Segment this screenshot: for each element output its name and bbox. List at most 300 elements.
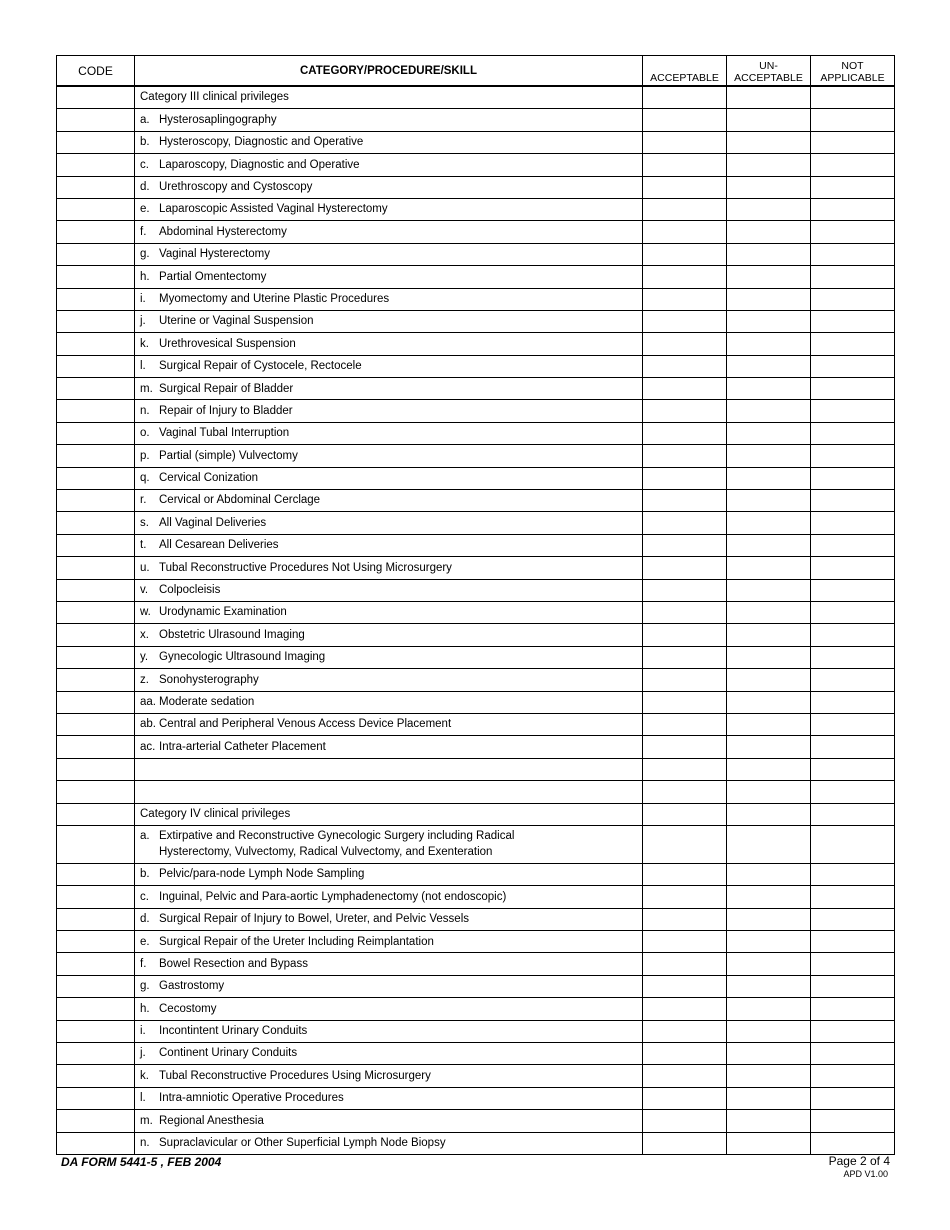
acceptable-cell[interactable] [643, 86, 727, 109]
acceptable-cell[interactable] [643, 624, 727, 646]
code-column-header: CODE [57, 56, 135, 87]
acceptable-cell[interactable] [643, 1110, 727, 1132]
code-cell[interactable] [57, 975, 135, 997]
code-cell[interactable] [57, 781, 135, 803]
table-row [57, 557, 895, 579]
code-cell[interactable] [57, 333, 135, 355]
unacceptable-cell[interactable] [727, 445, 811, 467]
unacceptable-cell[interactable] [727, 378, 811, 400]
unacceptable-cell[interactable] [727, 422, 811, 444]
procedure-name: Laparoscopy, Diagnostic and Operative [159, 158, 360, 171]
code-cell[interactable] [57, 691, 135, 713]
acceptable-cell[interactable] [643, 1065, 727, 1087]
procedure-label: z. [140, 673, 149, 686]
unacceptable-cell[interactable] [727, 221, 811, 243]
procedure-label: r. [140, 494, 147, 507]
procedure-label: a. [140, 829, 150, 842]
acceptable-cell[interactable] [643, 557, 727, 579]
code-cell[interactable] [57, 601, 135, 623]
acceptable-cell[interactable] [643, 579, 727, 601]
not-applicable-cell[interactable] [811, 908, 895, 930]
acceptable-cell[interactable] [643, 691, 727, 713]
code-cell[interactable] [57, 534, 135, 556]
acceptable-cell[interactable] [643, 198, 727, 220]
procedure-label: u. [140, 561, 150, 574]
unacceptable-cell[interactable] [727, 86, 811, 109]
unacceptable-cell[interactable] [727, 131, 811, 153]
unacceptable-cell[interactable] [727, 512, 811, 534]
acceptable-cell[interactable] [643, 154, 727, 176]
code-cell[interactable] [57, 490, 135, 512]
not-applicable-cell[interactable] [811, 1020, 895, 1042]
procedure-name: Gastrostomy [159, 980, 225, 993]
code-cell[interactable] [57, 758, 135, 780]
code-cell[interactable] [57, 1132, 135, 1154]
code-cell[interactable] [57, 908, 135, 930]
procedure-label: v. [140, 584, 149, 597]
procedure-label: j. [140, 1047, 146, 1060]
acceptable-cell[interactable] [643, 908, 727, 930]
code-cell[interactable] [57, 1020, 135, 1042]
unacceptable-cell[interactable] [727, 288, 811, 310]
procedure-label: o. [140, 427, 150, 440]
code-cell[interactable] [57, 931, 135, 953]
acceptable-cell[interactable] [643, 131, 727, 153]
not-applicable-cell[interactable] [811, 288, 895, 310]
unacceptable-cell[interactable] [727, 400, 811, 422]
unacceptable-cell[interactable] [727, 825, 811, 863]
procedure-cell [135, 908, 643, 930]
not-applicable-cell[interactable] [811, 931, 895, 953]
not-applicable-cell[interactable] [811, 1043, 895, 1065]
procedure-cell [135, 886, 643, 908]
procedure-label: ac. [140, 740, 156, 753]
procedure-label: d. [140, 181, 150, 193]
acceptable-cell[interactable] [643, 1132, 727, 1154]
unacceptable-cell[interactable] [727, 669, 811, 691]
procedure-cell [135, 1065, 643, 1087]
not-applicable-cell[interactable] [811, 998, 895, 1020]
acceptable-cell[interactable] [643, 998, 727, 1020]
procedure-label: g. [140, 980, 150, 993]
procedure-cell [135, 953, 643, 975]
acceptable-cell[interactable] [643, 333, 727, 355]
acceptable-cell[interactable] [643, 781, 727, 803]
procedure-cell [135, 691, 643, 713]
table-row [57, 975, 895, 997]
table-row [57, 400, 895, 422]
code-cell[interactable] [57, 825, 135, 863]
unacceptable-cell[interactable] [727, 803, 811, 825]
procedure-cell [135, 1132, 643, 1154]
not-applicable-cell[interactable] [811, 579, 895, 601]
unacceptable-cell[interactable] [727, 601, 811, 623]
unacceptable-cell[interactable] [727, 467, 811, 489]
procedure-name: Surgical Repair of Injury to Bowel, Ureter, and Pelvic Vessels [159, 913, 470, 926]
unacceptable-cell[interactable] [727, 691, 811, 713]
table-row [57, 579, 895, 601]
procedure-label: f. [140, 225, 147, 238]
code-cell[interactable] [57, 445, 135, 467]
procedure-cell [135, 154, 643, 176]
unacceptable-cell[interactable] [727, 176, 811, 198]
procedure-cell [135, 624, 643, 646]
unacceptable-cell[interactable] [727, 975, 811, 997]
procedure-label: s. [140, 516, 149, 529]
unacceptable-cell[interactable] [727, 1132, 811, 1154]
code-cell[interactable] [57, 1065, 135, 1087]
acceptable-cell[interactable] [643, 512, 727, 534]
not-applicable-cell[interactable] [811, 886, 895, 908]
unacceptable-cell[interactable] [727, 624, 811, 646]
acceptable-cell[interactable] [643, 601, 727, 623]
not-applicable-cell[interactable] [811, 713, 895, 735]
table-row [57, 86, 895, 109]
category-heading: Category IV clinical privileges [140, 807, 291, 820]
table-row [57, 781, 895, 803]
category-heading: Category III clinical privileges [140, 91, 289, 104]
procedure-name: Urethroscopy and Cystoscopy [159, 181, 313, 193]
table-row [57, 908, 895, 930]
unacceptable-cell[interactable] [727, 557, 811, 579]
code-cell[interactable] [57, 646, 135, 668]
acceptable-cell[interactable] [643, 490, 727, 512]
unacceptable-cell[interactable] [727, 1110, 811, 1132]
not-applicable-cell[interactable] [811, 557, 895, 579]
unacceptable-column-header [727, 56, 811, 87]
procedure-label: h. [140, 270, 150, 283]
acceptable-cell[interactable] [643, 221, 727, 243]
acceptable-cell[interactable] [643, 975, 727, 997]
category-heading-cell [135, 86, 643, 109]
procedure-name: Supraclavicular or Other Superficial Lymph Node Biopsy [159, 1137, 446, 1150]
table-row [57, 736, 895, 758]
not-applicable-cell[interactable] [811, 1065, 895, 1087]
code-cell[interactable] [57, 886, 135, 908]
procedure-cell [135, 534, 643, 556]
procedure-label: aa. [140, 695, 156, 708]
table-row [57, 467, 895, 489]
code-cell[interactable] [57, 1087, 135, 1109]
not-applicable-cell[interactable] [811, 490, 895, 512]
not-applicable-cell[interactable] [811, 400, 895, 422]
not-applicable-cell[interactable] [811, 1110, 895, 1132]
not-applicable-cell[interactable] [811, 1132, 895, 1154]
code-cell[interactable] [57, 669, 135, 691]
procedure-cell [135, 310, 643, 332]
procedure-label: i. [140, 292, 146, 305]
code-cell[interactable] [57, 131, 135, 153]
acceptable-cell[interactable] [643, 310, 727, 332]
table-row [57, 825, 895, 863]
procedure-name: Partial Omentectomy [159, 270, 267, 283]
not-applicable-cell[interactable] [811, 646, 895, 668]
code-cell[interactable] [57, 176, 135, 198]
not-applicable-cell[interactable] [811, 86, 895, 109]
not-applicable-cell[interactable] [811, 601, 895, 623]
unacceptable-cell[interactable] [727, 998, 811, 1020]
procedure-label: g. [140, 248, 150, 261]
not-applicable-cell[interactable] [811, 243, 895, 265]
procedure-cell [135, 736, 643, 758]
procedure-cell [135, 669, 643, 691]
procedure-name: Gynecologic Ultrasound Imaging [159, 651, 326, 664]
code-cell[interactable] [57, 467, 135, 489]
acceptable-cell[interactable] [643, 445, 727, 467]
unacceptable-cell[interactable] [727, 1087, 811, 1109]
procedure-name: Urodynamic Examination [159, 606, 287, 619]
table-row [57, 512, 895, 534]
procedure-label: i. [140, 1025, 146, 1038]
code-cell[interactable] [57, 243, 135, 265]
acceptable-cell[interactable] [643, 109, 727, 131]
not-applicable-cell[interactable] [811, 736, 895, 758]
not-applicable-cell[interactable] [811, 624, 895, 646]
table-row [57, 691, 895, 713]
unacceptable-cell[interactable] [727, 908, 811, 930]
table-row [57, 601, 895, 623]
procedure-cell [135, 221, 643, 243]
code-cell[interactable] [57, 86, 135, 109]
procedure-name: Inguinal, Pelvic and Para-aortic Lymphadenectomy (not endoscopic) [159, 890, 507, 903]
not-applicable-cell[interactable] [811, 422, 895, 444]
table-row [57, 1110, 895, 1132]
procedure-name: Surgical Repair of the Ureter Including Reimplantation [159, 935, 434, 948]
acceptable-cell[interactable] [643, 931, 727, 953]
unacceptable-cell[interactable] [727, 781, 811, 803]
unacceptable-cell[interactable] [727, 534, 811, 556]
acceptable-cell[interactable] [643, 288, 727, 310]
acceptable-cell[interactable] [643, 266, 727, 288]
code-cell[interactable] [57, 953, 135, 975]
not-applicable-cell[interactable] [811, 691, 895, 713]
not-applicable-cell[interactable] [811, 310, 895, 332]
acceptable-cell[interactable] [643, 669, 727, 691]
procedure-cell [135, 1110, 643, 1132]
acceptable-cell[interactable] [643, 1020, 727, 1042]
not-applicable-cell[interactable] [811, 467, 895, 489]
unacceptable-cell[interactable] [727, 736, 811, 758]
unacceptable-cell[interactable] [727, 355, 811, 377]
acceptable-cell[interactable] [643, 243, 727, 265]
procedure-label: k. [140, 337, 149, 350]
unacceptable-cell[interactable] [727, 953, 811, 975]
unacceptable-cell[interactable] [727, 886, 811, 908]
not-applicable-cell[interactable] [811, 669, 895, 691]
acceptable-cell[interactable] [643, 736, 727, 758]
acceptable-cell[interactable] [643, 400, 727, 422]
unacceptable-cell[interactable] [727, 1043, 811, 1065]
not-applicable-cell[interactable] [811, 758, 895, 780]
not-applicable-cell[interactable] [811, 355, 895, 377]
unacceptable-cell[interactable] [727, 758, 811, 780]
not-applicable-cell[interactable] [811, 781, 895, 803]
procedure-cell [135, 176, 643, 198]
procedure-label: q. [140, 472, 150, 485]
procedure-label: e. [140, 203, 150, 216]
code-cell[interactable] [57, 557, 135, 579]
acceptable-cell[interactable] [643, 467, 727, 489]
code-cell[interactable] [57, 288, 135, 310]
not-applicable-cell[interactable] [811, 154, 895, 176]
not-applicable-cell[interactable] [811, 198, 895, 220]
table-row [57, 490, 895, 512]
procedure-label: m. [140, 382, 153, 395]
unacceptable-cell[interactable] [727, 579, 811, 601]
code-cell[interactable] [57, 998, 135, 1020]
code-cell[interactable] [57, 378, 135, 400]
code-cell[interactable] [57, 400, 135, 422]
acceptable-cell[interactable] [643, 422, 727, 444]
table-row [57, 131, 895, 153]
not-applicable-cell[interactable] [811, 445, 895, 467]
procedure-name: Cervical Conization [159, 472, 259, 485]
not-applicable-cell[interactable] [811, 266, 895, 288]
code-cell[interactable] [57, 109, 135, 131]
unacceptable-cell[interactable] [727, 154, 811, 176]
procedure-label: x. [140, 628, 149, 641]
procedure-name: Incontintent Urinary Conduits [159, 1025, 308, 1038]
code-cell[interactable] [57, 803, 135, 825]
procedure-name: Uterine or Vaginal Suspension [159, 315, 314, 328]
procedure-name: Partial (simple) Vulvectomy [159, 449, 298, 462]
code-cell[interactable] [57, 1110, 135, 1132]
acceptable-cell[interactable] [643, 713, 727, 735]
procedure-label: f. [140, 957, 147, 970]
unacceptable-cell[interactable] [727, 931, 811, 953]
not-applicable-cell[interactable] [811, 534, 895, 556]
code-cell[interactable] [57, 512, 135, 534]
procedure-cell [135, 109, 643, 131]
code-cell[interactable] [57, 422, 135, 444]
not-applicable-cell[interactable] [811, 953, 895, 975]
procedure-label: n. [140, 1137, 150, 1150]
procedure-label: e. [140, 935, 150, 948]
table-row [57, 646, 895, 668]
code-cell[interactable] [57, 198, 135, 220]
table-row [57, 1087, 895, 1109]
unacceptable-cell[interactable] [727, 333, 811, 355]
unacceptable-cell[interactable] [727, 490, 811, 512]
not-applicable-cell[interactable] [811, 825, 895, 863]
procedure-name: Cervical or Abdominal Cerclage [159, 494, 321, 507]
procedure-name: Tubal Reconstructive Procedures Using Microsurgery [159, 1069, 431, 1082]
table-row [57, 931, 895, 953]
unacceptable-cell[interactable] [727, 310, 811, 332]
not-applicable-cell[interactable] [811, 176, 895, 198]
not-applicable-cell[interactable] [811, 512, 895, 534]
unacceptable-cell[interactable] [727, 863, 811, 885]
procedure-name: Tubal Reconstructive Procedures Not Using Microsurgery [159, 561, 452, 574]
not-applicable-cell[interactable] [811, 131, 895, 153]
form-id: DA FORM 5441-5 , FEB 2004 [61, 1155, 222, 1169]
unacceptable-cell[interactable] [727, 243, 811, 265]
table-row [57, 221, 895, 243]
not-applicable-cell[interactable] [811, 333, 895, 355]
acceptable-cell[interactable] [643, 176, 727, 198]
procedure-label: j. [140, 315, 146, 328]
code-cell[interactable] [57, 713, 135, 735]
acceptable-cell[interactable] [643, 825, 727, 863]
procedure-label: p. [140, 449, 150, 462]
procedure-cell [135, 333, 643, 355]
procedure-label: l. [140, 1092, 146, 1105]
acceptable-cell[interactable] [643, 534, 727, 556]
acceptable-cell[interactable] [643, 758, 727, 780]
procedure-cell [135, 557, 643, 579]
not-applicable-label-2: APPLICABLE [820, 72, 885, 84]
code-cell[interactable] [57, 221, 135, 243]
procedure-name: Regional Anesthesia [159, 1114, 264, 1127]
procedure-cell [135, 131, 643, 153]
not-applicable-cell[interactable] [811, 975, 895, 997]
table-row [57, 445, 895, 467]
not-applicable-column-header [811, 56, 895, 87]
table-header-row [57, 56, 895, 87]
table-row [57, 803, 895, 825]
unacceptable-cell[interactable] [727, 109, 811, 131]
procedure-cell [135, 825, 643, 863]
procedure-label: l. [140, 360, 146, 373]
code-cell[interactable] [57, 736, 135, 758]
acceptable-cell[interactable] [643, 803, 727, 825]
acceptable-cell[interactable] [643, 355, 727, 377]
acceptable-cell[interactable] [643, 646, 727, 668]
acceptable-cell[interactable] [643, 886, 727, 908]
code-cell[interactable] [57, 863, 135, 885]
not-applicable-cell[interactable] [811, 221, 895, 243]
acceptable-cell[interactable] [643, 863, 727, 885]
procedure-name: Surgical Repair of Bladder [159, 382, 294, 395]
procedure-name: Myomectomy and Uterine Plastic Procedures [159, 292, 390, 305]
acceptable-cell[interactable] [643, 953, 727, 975]
not-applicable-cell[interactable] [811, 109, 895, 131]
procedure-name: Intra-amniotic Operative Procedures [159, 1092, 344, 1105]
acceptable-column-header [643, 56, 727, 87]
unacceptable-label-2: ACCEPTABLE [734, 72, 803, 84]
not-applicable-cell[interactable] [811, 803, 895, 825]
unacceptable-cell[interactable] [727, 198, 811, 220]
not-applicable-cell[interactable] [811, 1087, 895, 1109]
acceptable-cell[interactable] [643, 378, 727, 400]
unacceptable-cell[interactable] [727, 1065, 811, 1087]
unacceptable-cell[interactable] [727, 646, 811, 668]
table-body [57, 86, 895, 1154]
code-cell[interactable] [57, 579, 135, 601]
procedure-cell [135, 646, 643, 668]
not-applicable-cell[interactable] [811, 863, 895, 885]
code-cell[interactable] [57, 310, 135, 332]
procedure-cell [135, 713, 643, 735]
code-cell[interactable] [57, 154, 135, 176]
acceptable-cell[interactable] [643, 1043, 727, 1065]
code-cell[interactable] [57, 1043, 135, 1065]
unacceptable-cell[interactable] [727, 713, 811, 735]
procedure-cell [135, 266, 643, 288]
procedure-cell [135, 758, 643, 780]
unacceptable-cell[interactable] [727, 1020, 811, 1042]
code-cell[interactable] [57, 266, 135, 288]
acceptable-cell[interactable] [643, 1087, 727, 1109]
procedure-label: h. [140, 1002, 150, 1015]
table-row [57, 333, 895, 355]
code-cell[interactable] [57, 355, 135, 377]
unacceptable-cell[interactable] [727, 266, 811, 288]
not-applicable-cell[interactable] [811, 378, 895, 400]
table-row [57, 198, 895, 220]
procedure-label: y. [140, 651, 149, 664]
code-cell[interactable] [57, 624, 135, 646]
